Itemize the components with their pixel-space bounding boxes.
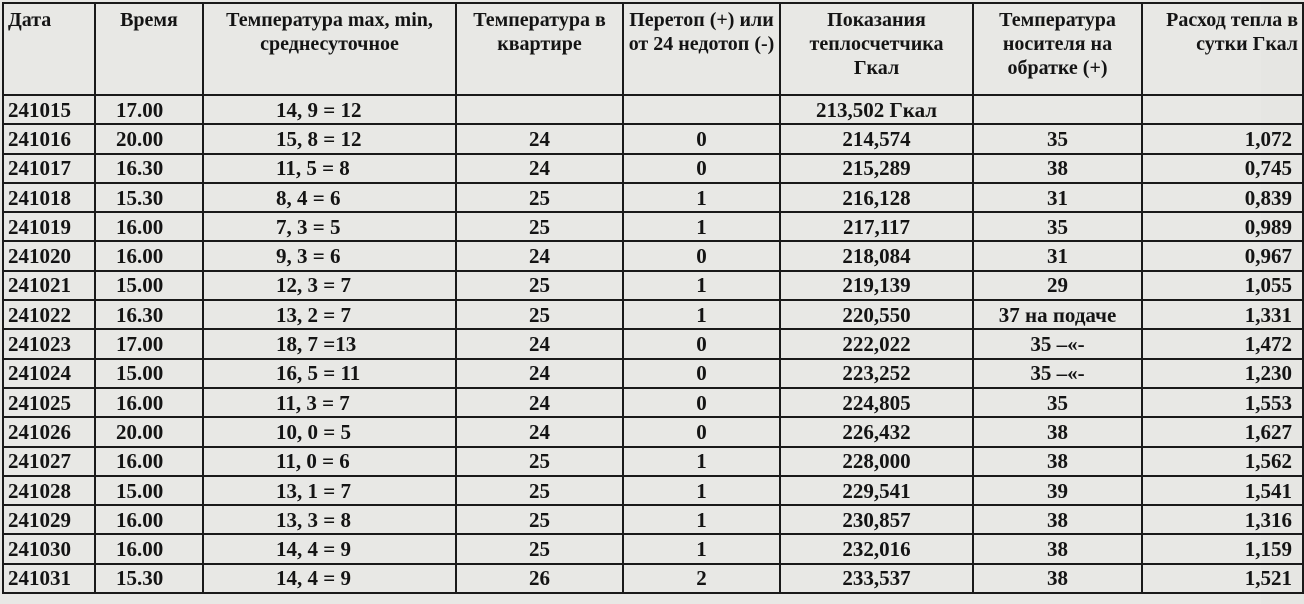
cell-overheat: 1 [623, 212, 780, 241]
cell-temp-outside: 14, 9 = 12 [203, 95, 456, 124]
cell-time: 16.30 [95, 154, 203, 183]
cell-date: 241022 [3, 300, 95, 329]
header-temp-outside: Температура max, min, среднесуточное [203, 3, 456, 95]
cell-time: 16.00 [95, 388, 203, 417]
table-row [3, 95, 1303, 124]
cell-consumption: 1,230 [1142, 359, 1303, 388]
cell-consumption: 1,562 [1142, 447, 1303, 476]
cell-carrier: 35 [973, 388, 1142, 417]
table-row [3, 447, 1303, 476]
cell-temp-outside: 16, 5 = 11 [203, 359, 456, 388]
cell-overheat: 1 [623, 271, 780, 300]
header-temp-flat: Температура в квартире [456, 3, 623, 95]
cell-meter: 214,574 [780, 124, 973, 153]
cell-time: 20.00 [95, 417, 203, 446]
table-row [3, 476, 1303, 505]
cell-consumption: 1,472 [1142, 329, 1303, 358]
cell-carrier: 38 [973, 447, 1142, 476]
cell-carrier: 35 –«- [973, 359, 1142, 388]
table-row [3, 534, 1303, 563]
cell-meter: 216,128 [780, 183, 973, 212]
cell-time: 16.00 [95, 212, 203, 241]
cell-temp-flat: 25 [456, 271, 623, 300]
cell-time: 15.30 [95, 564, 203, 593]
cell-time: 16.00 [95, 505, 203, 534]
cell-consumption: 0,989 [1142, 212, 1303, 241]
cell-temp-outside: 13, 2 = 7 [203, 300, 456, 329]
cell-date: 241028 [3, 476, 95, 505]
cell-temp-outside: 11, 5 = 8 [203, 154, 456, 183]
cell-temp-outside: 11, 0 = 6 [203, 447, 456, 476]
cell-temp-flat: 24 [456, 359, 623, 388]
cell-overheat: 1 [623, 534, 780, 563]
cell-overheat [623, 95, 780, 124]
cell-meter: 217,117 [780, 212, 973, 241]
cell-time: 15.00 [95, 476, 203, 505]
cell-date: 241030 [3, 534, 95, 563]
cell-time: 16.00 [95, 241, 203, 270]
cell-carrier: 38 [973, 564, 1142, 593]
cell-consumption: 1,331 [1142, 300, 1303, 329]
cell-meter: 230,857 [780, 505, 973, 534]
table-row [3, 388, 1303, 417]
cell-date: 241024 [3, 359, 95, 388]
cell-meter: 233,537 [780, 564, 973, 593]
cell-carrier: 38 [973, 154, 1142, 183]
cell-temp-outside: 8, 4 = 6 [203, 183, 456, 212]
cell-carrier: 37 на подаче [973, 300, 1142, 329]
table-row [3, 183, 1303, 212]
cell-overheat: 0 [623, 417, 780, 446]
header-time: Время [95, 3, 203, 95]
cell-time: 16.00 [95, 447, 203, 476]
cell-time: 15.30 [95, 183, 203, 212]
cell-overheat: 0 [623, 154, 780, 183]
cell-date: 241020 [3, 241, 95, 270]
cell-overheat: 0 [623, 388, 780, 417]
cell-temp-flat: 25 [456, 183, 623, 212]
cell-temp-flat: 25 [456, 447, 623, 476]
cell-temp-flat: 24 [456, 388, 623, 417]
cell-carrier: 35 [973, 124, 1142, 153]
table-row [3, 271, 1303, 300]
cell-date: 241027 [3, 447, 95, 476]
cell-time: 16.00 [95, 534, 203, 563]
cell-temp-outside: 13, 3 = 8 [203, 505, 456, 534]
cell-consumption: 1,627 [1142, 417, 1303, 446]
cell-overheat: 1 [623, 183, 780, 212]
cell-temp-flat: 24 [456, 241, 623, 270]
cell-overheat: 2 [623, 564, 780, 593]
cell-carrier: 29 [973, 271, 1142, 300]
cell-overheat: 1 [623, 476, 780, 505]
table-row [3, 241, 1303, 270]
header-carrier: Температура носителя на обратке (+) [973, 3, 1142, 95]
cell-overheat: 1 [623, 447, 780, 476]
cell-carrier: 39 [973, 476, 1142, 505]
cell-overheat: 0 [623, 241, 780, 270]
cell-meter: 229,541 [780, 476, 973, 505]
cell-carrier: 38 [973, 417, 1142, 446]
cell-carrier: 31 [973, 183, 1142, 212]
cell-meter: 224,805 [780, 388, 973, 417]
cell-carrier: 35 –«- [973, 329, 1142, 358]
cell-temp-flat: 25 [456, 476, 623, 505]
cell-meter: 226,432 [780, 417, 973, 446]
cell-temp-outside: 10, 0 = 5 [203, 417, 456, 446]
cell-temp-outside: 9, 3 = 6 [203, 241, 456, 270]
cell-temp-outside: 13, 1 = 7 [203, 476, 456, 505]
cell-consumption: 1,316 [1142, 505, 1303, 534]
cell-temp-outside: 14, 4 = 9 [203, 564, 456, 593]
table-row [3, 564, 1303, 593]
cell-temp-outside: 11, 3 = 7 [203, 388, 456, 417]
cell-date: 241015 [3, 95, 95, 124]
cell-time: 15.00 [95, 271, 203, 300]
cell-temp-flat: 24 [456, 329, 623, 358]
table-row [3, 124, 1303, 153]
cell-temp-flat: 25 [456, 212, 623, 241]
table-row [3, 505, 1303, 534]
cell-meter: 218,084 [780, 241, 973, 270]
cell-time: 17.00 [95, 329, 203, 358]
cell-temp-flat: 25 [456, 505, 623, 534]
cell-temp-flat: 24 [456, 154, 623, 183]
table-row [3, 212, 1303, 241]
cell-carrier: 35 [973, 212, 1142, 241]
cell-carrier: 38 [973, 534, 1142, 563]
cell-temp-flat [456, 95, 623, 124]
cell-date: 241025 [3, 388, 95, 417]
cell-consumption: 1,055 [1142, 271, 1303, 300]
cell-time: 16.30 [95, 300, 203, 329]
cell-time: 20.00 [95, 124, 203, 153]
cell-temp-flat: 25 [456, 300, 623, 329]
cell-consumption: 1,553 [1142, 388, 1303, 417]
cell-consumption: 1,521 [1142, 564, 1303, 593]
cell-temp-flat: 24 [456, 124, 623, 153]
cell-date: 241029 [3, 505, 95, 534]
cell-overheat: 0 [623, 329, 780, 358]
cell-consumption: 1,541 [1142, 476, 1303, 505]
cell-carrier: 31 [973, 241, 1142, 270]
cell-date: 241031 [3, 564, 95, 593]
cell-meter: 228,000 [780, 447, 973, 476]
cell-temp-outside: 12, 3 = 7 [203, 271, 456, 300]
cell-consumption [1142, 95, 1303, 124]
header-row [3, 3, 1303, 95]
cell-consumption: 0,967 [1142, 241, 1303, 270]
table-row [3, 417, 1303, 446]
cell-meter: 232,016 [780, 534, 973, 563]
cell-date: 241019 [3, 212, 95, 241]
table-row [3, 329, 1303, 358]
cell-date: 241018 [3, 183, 95, 212]
cell-meter: 220,550 [780, 300, 973, 329]
cell-meter: 213,502 Гкал [780, 95, 973, 124]
heating-log-table [2, 2, 1304, 594]
cell-temp-outside: 7, 3 = 5 [203, 212, 456, 241]
cell-meter: 223,252 [780, 359, 973, 388]
cell-meter: 222,022 [780, 329, 973, 358]
header-overheat: Перетоп (+) или от 24 недотоп (-) [623, 3, 780, 95]
cell-time: 15.00 [95, 359, 203, 388]
cell-overheat: 1 [623, 300, 780, 329]
table-row [3, 359, 1303, 388]
cell-temp-flat: 25 [456, 534, 623, 563]
table-row [3, 154, 1303, 183]
cell-temp-outside: 18, 7 =13 [203, 329, 456, 358]
cell-carrier [973, 95, 1142, 124]
cell-meter: 215,289 [780, 154, 973, 183]
cell-consumption: 0,839 [1142, 183, 1303, 212]
cell-overheat: 0 [623, 359, 780, 388]
cell-consumption: 1,159 [1142, 534, 1303, 563]
cell-time: 17.00 [95, 95, 203, 124]
cell-overheat: 1 [623, 505, 780, 534]
cell-temp-outside: 14, 4 = 9 [203, 534, 456, 563]
cell-date: 241021 [3, 271, 95, 300]
cell-temp-flat: 24 [456, 417, 623, 446]
cell-consumption: 0,745 [1142, 154, 1303, 183]
cell-temp-outside: 15, 8 = 12 [203, 124, 456, 153]
cell-overheat: 0 [623, 124, 780, 153]
cell-meter: 219,139 [780, 271, 973, 300]
cell-date: 241026 [3, 417, 95, 446]
cell-date: 241023 [3, 329, 95, 358]
cell-date: 241016 [3, 124, 95, 153]
cell-carrier: 38 [973, 505, 1142, 534]
cell-consumption: 1,072 [1142, 124, 1303, 153]
header-date: Дата [3, 3, 95, 95]
header-meter: Показания теплосчетчика Гкал [780, 3, 973, 95]
table-row [3, 300, 1303, 329]
cell-temp-flat: 26 [456, 564, 623, 593]
header-consumption: Расход тепла в сутки Гкал [1142, 3, 1303, 95]
cell-date: 241017 [3, 154, 95, 183]
